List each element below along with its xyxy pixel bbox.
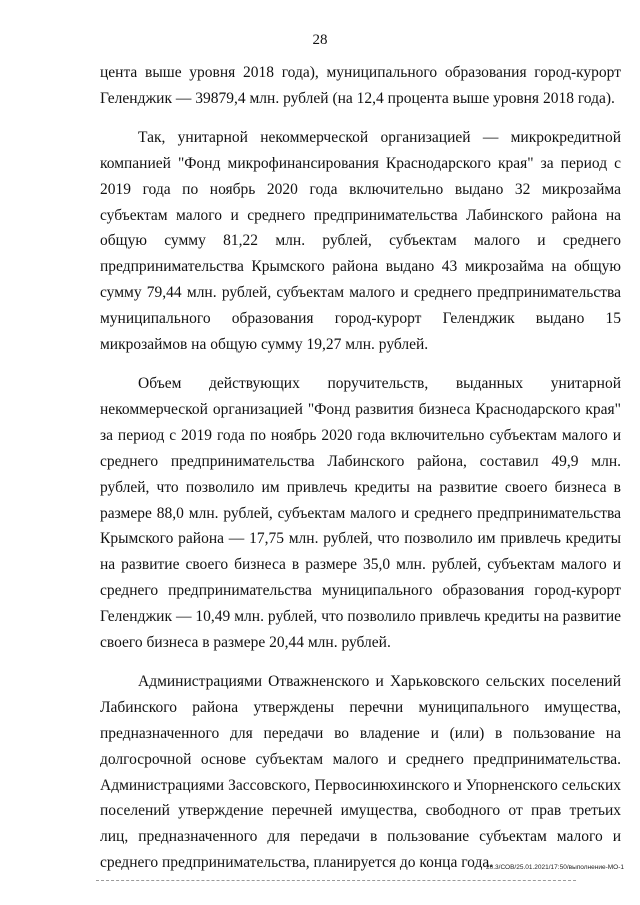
footer-divider	[96, 880, 576, 881]
document-body	[100, 60, 621, 889]
paragraph-continued: цента выше уровня 2018 года), муниципального образования город-курорт Геленджик — 39879,4 млн. рублей (на 12,4 процента выше уровня 2018 года).	[100, 64, 621, 107]
page-number: 28	[312, 32, 328, 48]
paragraph-guarantees: Объем действующих поручительств, выданных унитарной некоммерческой организацией "Фонд развития бизнеса Краснодарского края" за период с 2019 года по ноябрь 2020 года включительно субъектам малого и среднего предпринимательства Лабинского района, составил 49,9 млн. рублей, что позволило им привлечь кредиты на развитие своего бизнеса в размере 88,0 млн. рублей, субъектам малого и среднего предпринимательства Крымского района — 17,75 млн. рублей, что позволило им привлечь кредиты на развитие своего бизнеса в размере 35,0 млн. рублей, субъектам малого и среднего предпринимательства муниципального образования город-курорт Геленджик — 10,49 млн. рублей, что позволило привлечь кредиты на развитие своего бизнеса в размере 20,44 млн. рублей.	[100, 374, 621, 652]
paragraph-municipal-property: Администрациями Отважненского и Харьковского сельских поселений Лабинского района утверждены перечни муниципального имущества, предназначенного для передачи во владение и (или) в пользование на долгосрочной основе субъектам малого и среднего предпринимательства. Администрациями Зассовского, Первосинюхинского и Упорненского сельских поселений утверждение перечней имущества, свободного от прав третьих лиц, предназначенного для передачи в пользование субъектам малого и среднего предпринимательства, планируется до конца года.	[100, 672, 621, 872]
footer-document-code: 20.3/СОВ/25.01.2021/17:50/выполнение-МО-1	[486, 864, 624, 871]
paragraph-microloans: Так, унитарной некоммерческой организацией — микрокредитной компанией "Фонд микрофинансирования Краснодарского края" за период с 2019 года по ноябрь 2020 года включительно выдано 32 микрозайма субъектам малого и среднего предпринимательства Лабинского района на общую сумму 81,22 млн. рублей, субъектам малого и среднего предпринимательства Крымского района выдано 43 микрозайма на общую сумму 79,44 млн. рублей, субъектам малого и среднего предпринимательства муниципального образования город-курорт Геленджик выдано 15 микрозаймов на общую сумму 19,27 млн. рублей.	[100, 128, 621, 354]
